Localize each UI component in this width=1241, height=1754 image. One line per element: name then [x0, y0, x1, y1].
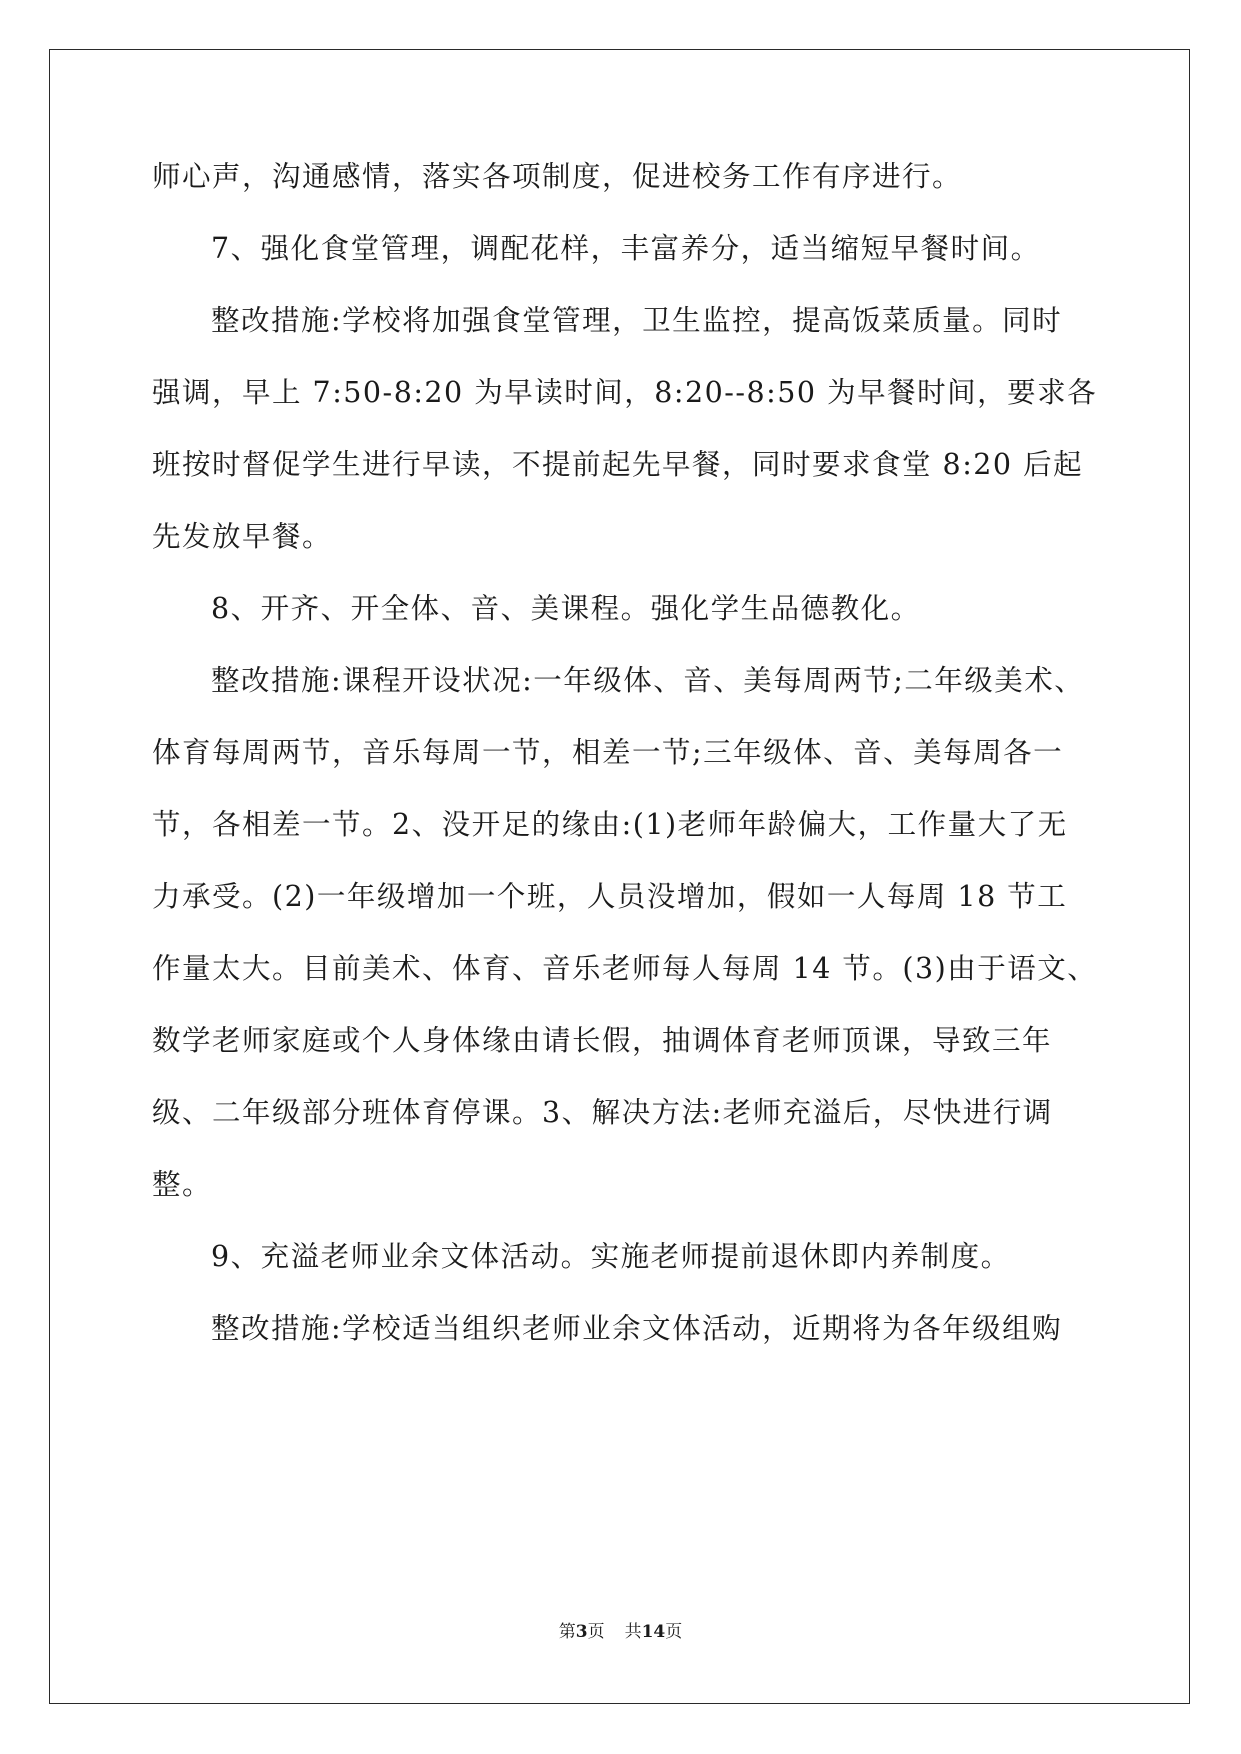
text-line: 级、二年级部分班体育停课。3、解决方法:老师充溢后，尽快进行调	[152, 1096, 1053, 1129]
text-line: 数学老师家庭或个人身体缘由请长假，抽调体育老师顶课，导致三年	[152, 1024, 1053, 1057]
text-line: 班按时督促学生进行早读，不提前起先早餐，同时要求食堂 8:20 后起	[152, 448, 1084, 481]
text-line: 整改措施:课程开设状况:一年级体、音、美每周两节;二年级美术、	[211, 664, 1085, 697]
total-prefix: 共	[624, 1622, 642, 1642]
total-suffix: 页	[665, 1622, 683, 1642]
text-line: 力承受。(2)一年级增加一个班，人员没增加，假如一人每周 18 节工	[152, 880, 1068, 913]
text-line: 先发放早餐。	[152, 520, 333, 553]
text-line: 7、强化食堂管理，调配花样，丰富养分，适当缩短早餐时间。	[211, 232, 1041, 265]
total-pages: 14	[641, 1622, 666, 1642]
text-line: 师心声，沟通感情，落实各项制度，促进校务工作有序进行。	[152, 160, 963, 193]
text-line: 体育每周两节，音乐每周一节，相差一节;三年级体、音、美每周各一	[152, 736, 1064, 769]
text-line: 强调，早上 7:50-8:20 为早读时间，8:20--8:50 为早餐时间，要求各	[152, 376, 1098, 409]
text-line: 整改措施:学校将加强食堂管理，卫生监控，提高饭菜质量。同时	[211, 304, 1063, 337]
page-suffix: 页	[587, 1622, 605, 1642]
text-line: 9、充溢老师业余文体活动。实施老师提前退休即内养制度。	[211, 1240, 1011, 1273]
page-prefix: 第	[558, 1622, 576, 1642]
page-number: 3	[575, 1622, 588, 1642]
page-footer	[0, 1620, 1241, 1644]
text-line: 节，各相差一节。2、没开足的缘由:(1)老师年龄偏大，工作量大了无	[152, 808, 1068, 841]
text-line: 作量太大。目前美术、体育、音乐老师每人每周 14 节。(3)由于语文、	[152, 952, 1098, 985]
text-line: 8、开齐、开全体、音、美课程。强化学生品德教化。	[211, 592, 921, 625]
text-line: 整改措施:学校适当组织老师业余文体活动，近期将为各年级组购	[211, 1312, 1063, 1345]
text-line: 整。	[152, 1168, 213, 1201]
